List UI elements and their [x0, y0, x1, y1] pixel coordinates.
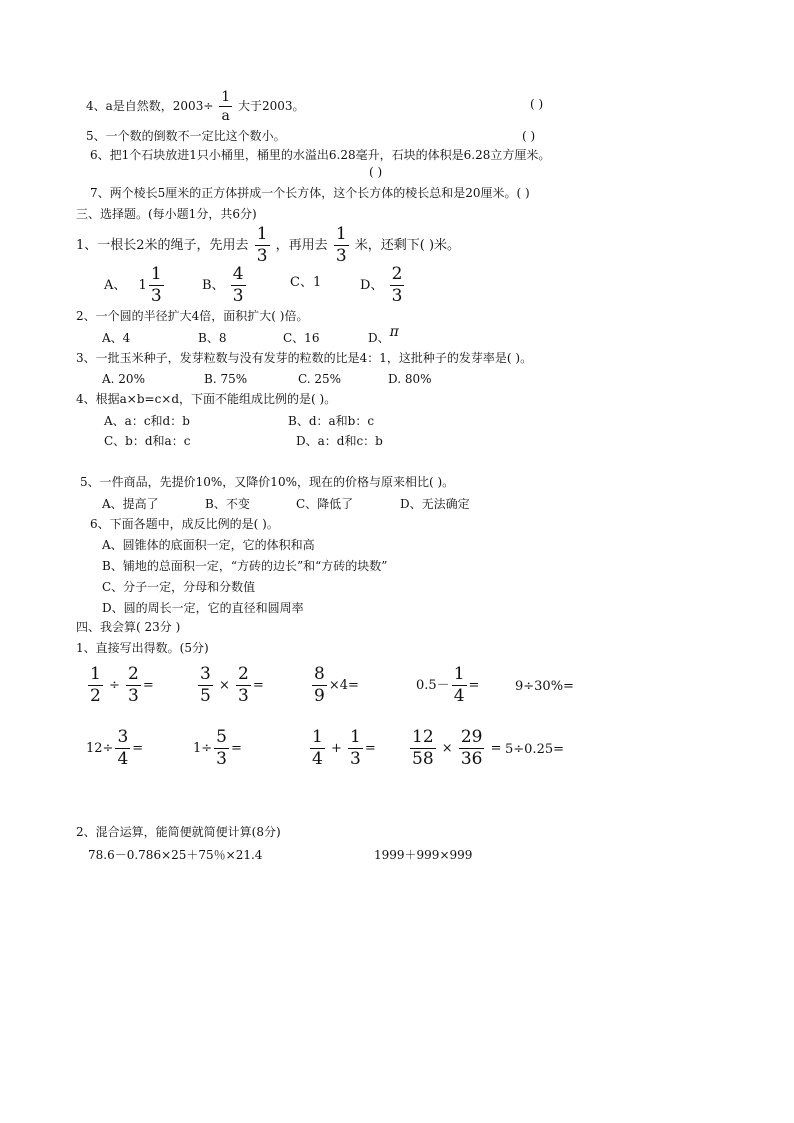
- mental-math-r1-e2: [196, 666, 264, 706]
- judge-q7: 7、两个棱长5厘米的正方体拼成一个长方体，这个长方体的棱长总和是20厘米。( ): [90, 186, 530, 200]
- fraction: [348, 729, 363, 768]
- fraction-denominator: 2: [90, 686, 101, 706]
- choice-q1-option-d[interactable]: [360, 266, 406, 305]
- mental-math-r2-e1: [86, 729, 143, 769]
- operator: ÷: [108, 678, 120, 693]
- expression-prefix: 12÷: [86, 741, 114, 756]
- equals-sign: =: [132, 741, 144, 756]
- option-a-fraction: [149, 266, 164, 305]
- operator: ×: [441, 741, 453, 756]
- expression-rest: ×4=: [328, 678, 359, 693]
- fraction-numerator: 1: [256, 224, 268, 244]
- fraction-denominator: 4: [312, 749, 323, 769]
- judge-q4: [86, 90, 305, 123]
- fraction-numerator: 1: [350, 727, 361, 747]
- choice-q6-option-c[interactable]: C、分子一定，分母和分数值: [102, 580, 256, 594]
- choice-q2-option-b[interactable]: B、8: [198, 331, 227, 345]
- equals-sign: =: [490, 741, 502, 756]
- choice-q1-middle: ，再用去: [275, 238, 328, 253]
- equals-sign: =: [364, 741, 376, 756]
- equals-sign: =: [468, 678, 480, 693]
- operator: ×: [218, 678, 230, 693]
- choice-q2: 2、一个圆的半径扩大4倍，面积扩大( )倍。: [76, 309, 309, 323]
- choice-q3-option-a[interactable]: A. 20%: [102, 372, 145, 386]
- choice-q6-option-a[interactable]: A、圆锥体的底面积一定，它的体积和高: [102, 538, 315, 552]
- fraction-numerator: 8: [314, 664, 325, 684]
- judge-q4-fraction: [219, 90, 232, 123]
- choice-q6-option-d[interactable]: D、圆的周长一定，它的直径和圆周率: [102, 601, 304, 615]
- mixed-whole: 1: [138, 278, 147, 293]
- choice-q3: 3、一批玉米种子，发芽粒数与没有发芽的粒数的比是4：1，这批种子的发芽率是( )。: [76, 351, 533, 365]
- equals-sign: =: [142, 678, 154, 693]
- fraction-numerator: 2: [391, 264, 403, 284]
- fraction-denominator: 3: [216, 749, 227, 769]
- fraction-numerator: 1: [335, 224, 347, 244]
- choice-q5-option-b[interactable]: B、不变: [205, 497, 250, 511]
- mental-math-r1-e3: [310, 666, 359, 706]
- fraction-denominator: 58: [412, 749, 434, 769]
- fraction: [115, 729, 130, 768]
- mental-math-r2-e5: 5÷0.25=: [505, 742, 565, 757]
- option-label: B、: [202, 278, 225, 293]
- section-4-sub1: 1、直接写出得数。(5分): [76, 641, 209, 655]
- equals-sign: =: [252, 678, 264, 693]
- judge-q4-prefix: 4、a是自然数，2003÷: [86, 99, 214, 113]
- judge-q5-answer-paren[interactable]: ( ): [522, 129, 536, 143]
- fraction-numerator: 1: [453, 664, 465, 684]
- choice-q1-option-c[interactable]: C、1: [290, 275, 322, 290]
- choice-q5-option-d[interactable]: D、无法确定: [400, 497, 470, 511]
- fraction: [214, 729, 229, 768]
- option-d-fraction: [390, 266, 405, 305]
- fraction-numerator: 1: [150, 264, 162, 284]
- choice-q1: [76, 226, 460, 265]
- mental-math-r1-e4: [416, 666, 479, 706]
- fraction: [410, 729, 436, 768]
- fraction-denominator: 3: [232, 286, 244, 306]
- mental-math-r2-e2: [193, 729, 242, 769]
- choice-q4: 4、根据a×b=c×d，下面不能组成比例的是( )。: [76, 392, 337, 406]
- fraction: [236, 666, 251, 705]
- fraction-denominator: 4: [117, 749, 129, 769]
- mental-math-r2-e4: [408, 729, 502, 769]
- fraction-numerator: 12: [412, 727, 434, 747]
- fraction: [88, 666, 103, 705]
- mental-math-r1-e1: [86, 666, 154, 706]
- fraction: [312, 666, 327, 705]
- fraction: [459, 729, 485, 768]
- fraction-denominator: 3: [128, 686, 139, 706]
- choice-q5: 5、一件商品，先提价10%，又降价10%，现在的价格与原来相比( )。: [80, 475, 455, 489]
- choice-q4-option-c[interactable]: C、b：d和a：c: [104, 434, 191, 448]
- fraction-denominator: 3: [238, 686, 249, 706]
- fraction-numerator: 2: [128, 664, 139, 684]
- judge-q4-answer-paren[interactable]: ( ): [530, 97, 544, 111]
- choice-q5-option-c[interactable]: C、降低了: [296, 497, 354, 511]
- fraction-denominator: 9: [314, 686, 325, 706]
- judge-q6-answer-paren[interactable]: ( ): [369, 165, 383, 179]
- judge-q6: 6、把1个石块放进1只小桶里，桶里的水溢出6.28毫升，石块的体积是6.28立方厘米。: [90, 148, 551, 162]
- choice-q2-option-d[interactable]: [368, 324, 399, 346]
- choice-q3-option-c[interactable]: C. 25%: [298, 372, 342, 386]
- choice-q1-option-a[interactable]: [104, 266, 166, 305]
- mental-math-r1-e5: 9÷30%=: [515, 679, 574, 694]
- choice-q1-fraction-1: [255, 226, 270, 265]
- fraction-numerator: 1: [312, 727, 323, 747]
- fraction-denominator: 3: [335, 246, 347, 266]
- pi-symbol: π: [389, 324, 399, 340]
- fraction-numerator: 3: [117, 727, 129, 747]
- choice-q4-option-a[interactable]: A、a：c和d：b: [104, 414, 190, 428]
- choice-q6: 6、下面各题中，成反比例的是( )。: [90, 517, 279, 531]
- fraction-numerator: 1: [90, 664, 101, 684]
- judge-q4-suffix: 大于2003。: [237, 99, 305, 113]
- mixed-calc-2: 1999＋999×999: [374, 848, 473, 862]
- option-b-fraction: [231, 266, 246, 305]
- equals-sign: =: [231, 741, 242, 756]
- choice-q4-option-d[interactable]: D、a：d和c：b: [296, 434, 383, 448]
- fraction-numerator: 4: [232, 264, 244, 284]
- fraction: [198, 666, 213, 705]
- fraction-denominator: a: [221, 108, 230, 124]
- fraction-denominator: 36: [460, 749, 483, 769]
- choice-q1-suffix: 米，还剩下( )米。: [354, 238, 461, 253]
- choice-q2-option-c[interactable]: C、16: [283, 331, 320, 345]
- choice-q3-option-b[interactable]: B. 75%: [204, 372, 248, 386]
- fraction-numerator: 3: [200, 664, 211, 684]
- choice-q3-option-d[interactable]: D. 80%: [388, 372, 432, 386]
- mental-math-r2-e3: [308, 729, 376, 769]
- section-4-sub2: 2、混合运算，能简便就简便计算(8分): [76, 825, 281, 839]
- choice-q4-option-b[interactable]: B、d：a和b：c: [288, 414, 375, 428]
- option-label: D、: [368, 331, 390, 345]
- option-label: A、: [104, 278, 127, 293]
- fraction: [452, 666, 467, 705]
- fraction-numerator: 2: [238, 664, 249, 684]
- fraction: [310, 729, 325, 768]
- fraction-denominator: 3: [350, 749, 361, 769]
- fraction-numerator: 29: [460, 727, 483, 747]
- fraction-numerator: 1: [221, 89, 231, 105]
- fraction-numerator: 5: [216, 727, 227, 747]
- section-4-title: 四、我会算( 23分 ): [76, 620, 181, 634]
- choice-q1-fraction-2: [334, 226, 349, 265]
- choice-q6-option-b[interactable]: B、铺地的总面积一定，“方砖的边长”和“方砖的块数”: [102, 559, 388, 573]
- option-label: D、: [360, 278, 384, 293]
- mixed-calc-1: 78.6－0.786×25＋75％×21.4: [88, 848, 263, 862]
- fraction-denominator: 3: [150, 286, 162, 306]
- fraction: [126, 666, 141, 705]
- expression-prefix: 1÷: [193, 741, 213, 756]
- choice-q2-option-a[interactable]: A、4: [102, 331, 131, 345]
- choice-q1-option-b[interactable]: [202, 266, 248, 305]
- judge-q5: 5、一个数的倒数不一定比这个数小。: [86, 129, 286, 143]
- choice-q5-option-a[interactable]: A、提高了: [102, 497, 159, 511]
- section-3-title: 三、选择题。(每小题1分，共6分): [76, 207, 257, 221]
- fraction-denominator: 3: [256, 246, 268, 266]
- fraction-denominator: 4: [453, 686, 465, 706]
- fraction-denominator: 5: [200, 686, 211, 706]
- fraction-denominator: 3: [391, 286, 403, 306]
- expression-prefix: 0.5－: [416, 678, 450, 693]
- operator: +: [330, 741, 342, 756]
- choice-q1-prefix: 1、一根长2米的绳子，先用去: [76, 238, 249, 253]
